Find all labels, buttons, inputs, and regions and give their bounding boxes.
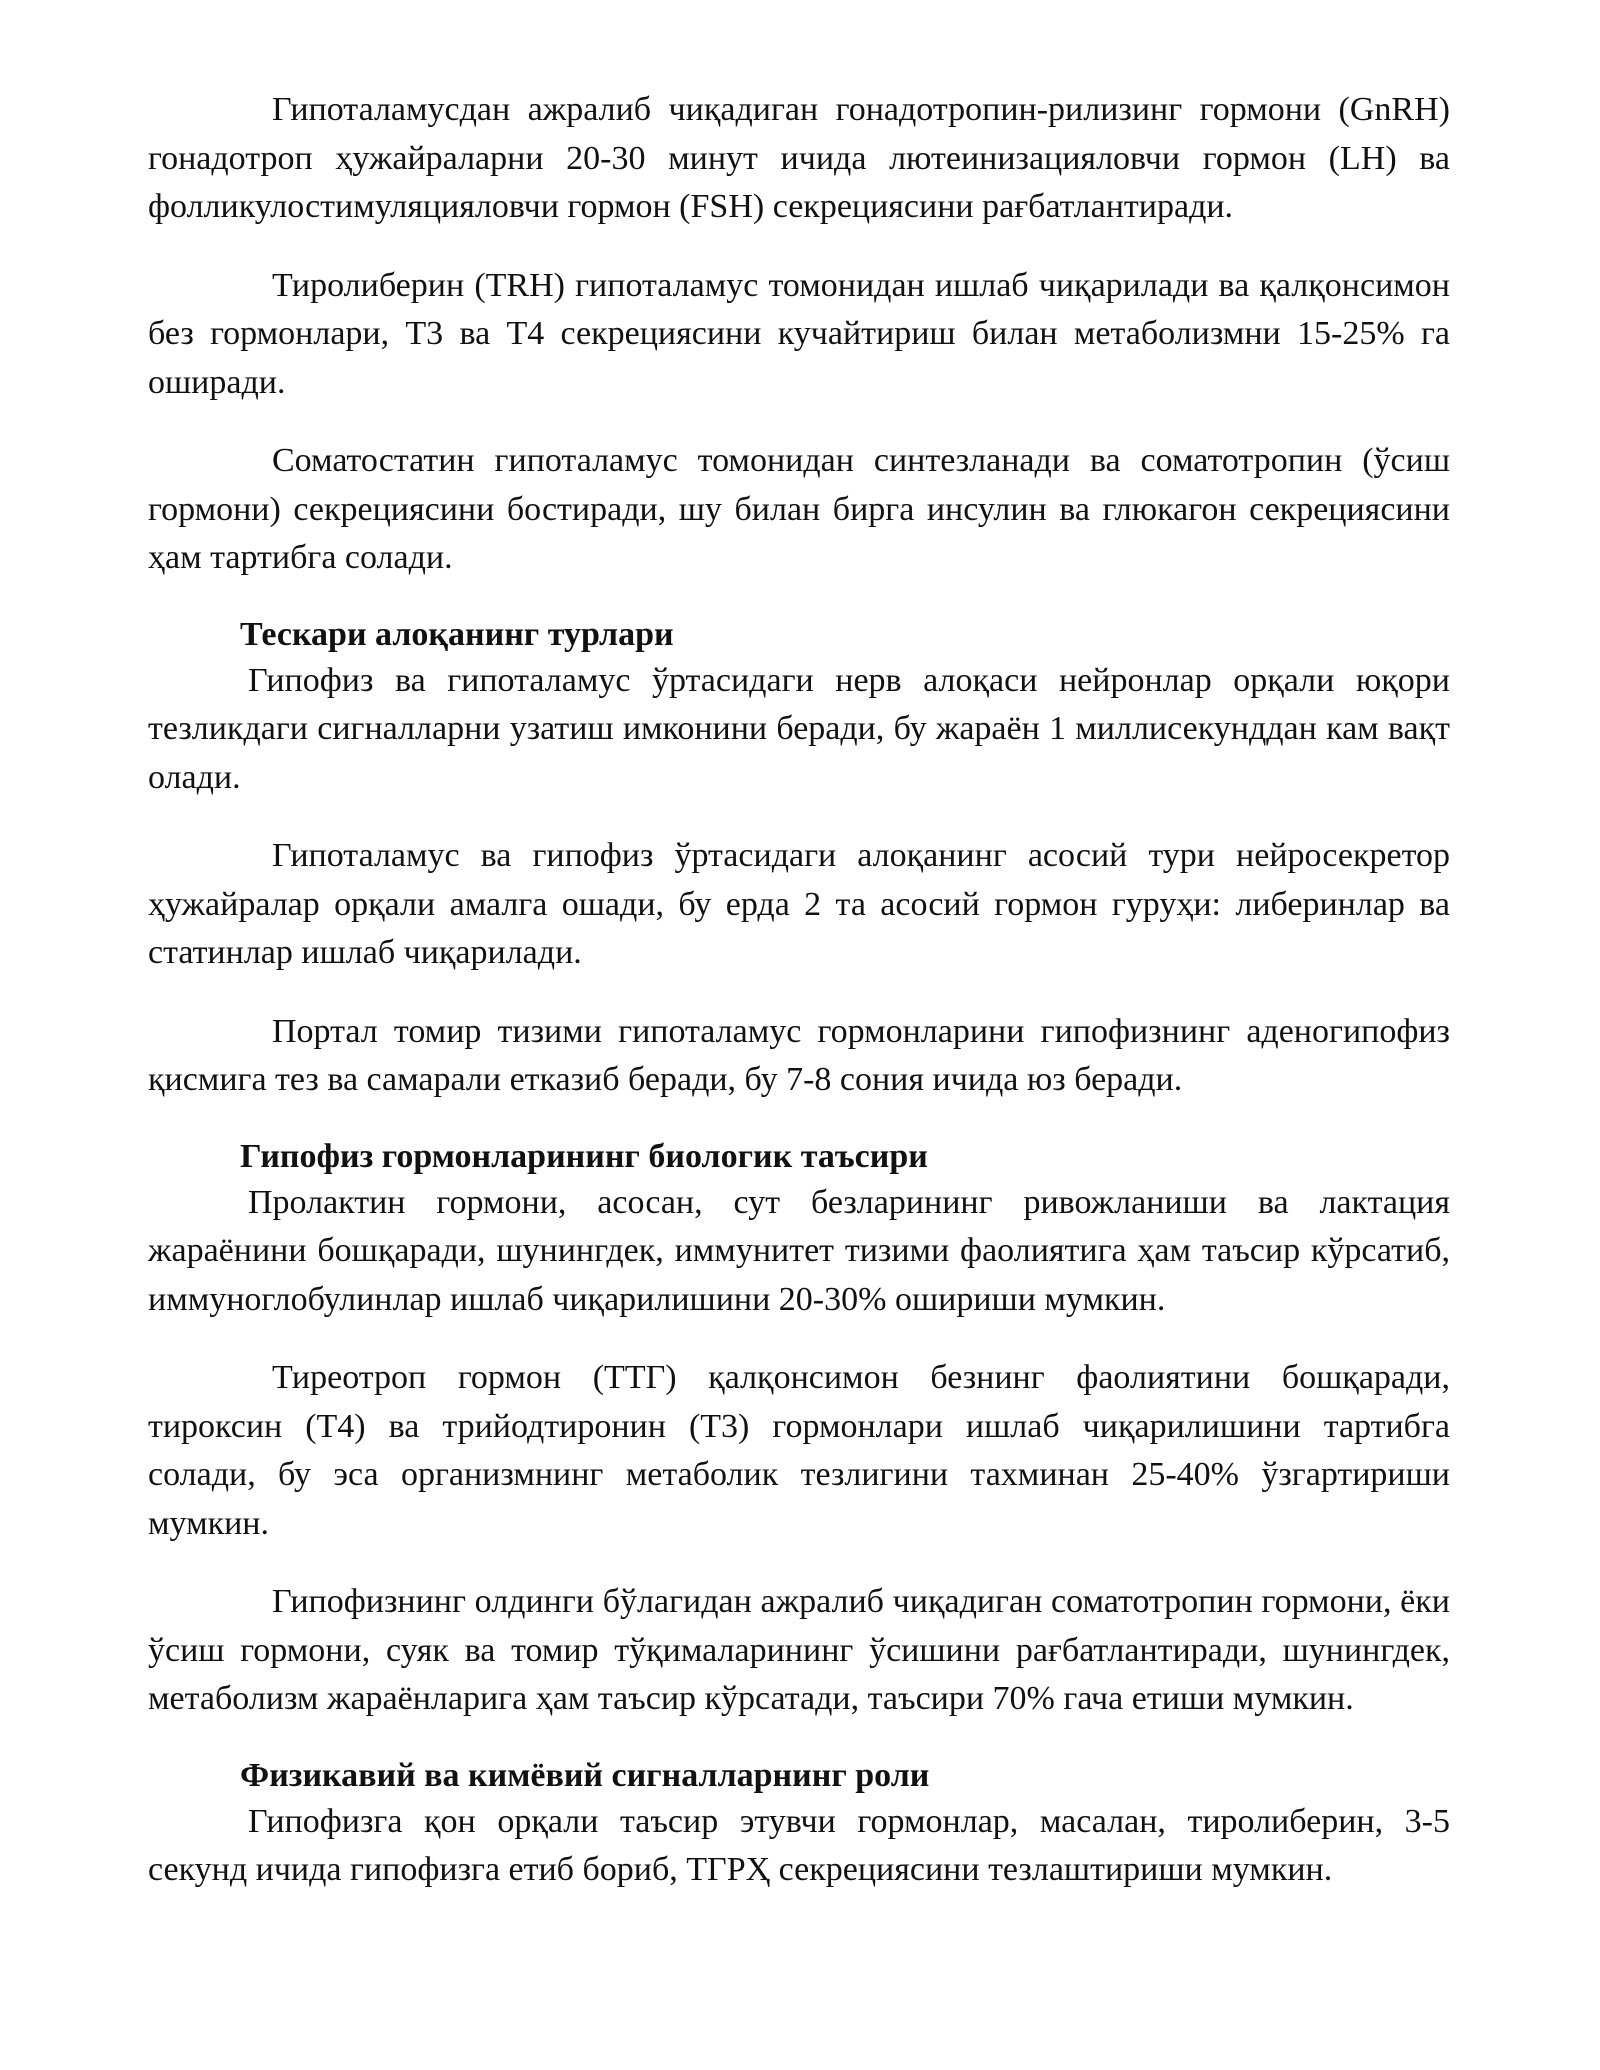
paragraph-portal-system: Портал томир тизими гипоталамус гормонларини гипофизнинг аденогипофиз қисмига тез ва самарали етказиб беради, бу 7-8 сония ичида юз беради. bbox=[148, 1012, 1450, 1098]
paragraph-blood-hormones: Гипофизга қон орқали таъсир этувчи гормонлар, масалан, тиролиберин, 3-5 секунд ичида гипофизга етиб бориб, ТГРҲ секрециясини тезлаштириши мумкин. bbox=[148, 1802, 1450, 1888]
paragraph-somatostatin: Соматостатин гипоталамус томонидан синтезланади ва соматотропин (ўсиш гормони) секрециясини бостиради, шу билан бирга инсулин ва глюкагон секрециясини ҳам тартибга солади. bbox=[148, 442, 1450, 576]
paragraph-neurosecretory: Гипоталамус ва гипофиз ўртасидаги алоқанинг асосий тури нейросекретор ҳужайралар орқали амалга ошади, бу ерда 2 та асосий гормон гуруҳи: либеринлар ва статинлар ишлаб чиқарилади. bbox=[148, 837, 1450, 971]
section-heading-feedback-types: Тескари алоқанинг турлари bbox=[240, 615, 674, 653]
paragraph-prolactin: Пролактин гормони, асосан, сут безларининг ривожланиши ва лактация жараёнини бошқаради, шунингдек, иммунитет тизими фаолиятига ҳам таъсир кўрсатиб, иммуноглобулинлар ишлаб чиқарилишини 20-30% ошириши мумкин. bbox=[148, 1183, 1450, 1318]
paragraph-trh: Тиролиберин (TRH) гипоталамус томонидан ишлаб чиқарилади ва қалқонсимон без гормонлари, T3 ва T4 секрециясини кучайтириш билан метаболизмни 15-25% га оширади. bbox=[148, 266, 1450, 401]
section-heading-signals-role: Физикавий ва кимёвий сигналларнинг роли bbox=[240, 1756, 930, 1794]
paragraph-tsh: Тиреотроп гормон (ТТГ) қалқонсимон безнинг фаолиятини бошқаради, тироксин (T4) ва трийодтиронин (T3) гормонлари ишлаб чиқарилишини тартибга солади, бу эса организмнинг метаболик тезлигини тахминан 25-40% ўзгартириши мумкин. bbox=[148, 1359, 1450, 1542]
section-heading-biological-effects: Гипофиз гормонларининг биологик таъсири bbox=[240, 1137, 928, 1175]
document-page bbox=[148, 86, 1450, 1925]
paragraph-neural-link: Гипофиз ва гипоталамус ўртасидаги нерв алоқаси нейронлар орқали юқори тезликдаги сигналларни узатиш имконини беради, бу жараён 1 миллисекунддан кам вақт олади. bbox=[148, 661, 1450, 796]
paragraph-somatotropin: Гипофизнинг олдинги бўлагидан ажралиб чиқадиган соматотропин гормони, ёки ўсиш гормони, суяк ва томир тўқималарининг ўсишини рағбатлантиради, шунингдек, метаболизм жараёнларига ҳам таъсир кўрсатади, таъсири 70% гача етиши мумкин. bbox=[148, 1583, 1450, 1717]
paragraph-gnrh: Гипоталамусдан ажралиб чиқадиган гонадотропин-рилизинг гормони (GnRH) гонадотроп ҳужайраларни 20-30 минут ичида лютеинизацияловчи гормон (LH) ва фолликулостимуляцияловчи гормон (FSH) секрециясини рағбатлантиради. bbox=[148, 91, 1450, 225]
